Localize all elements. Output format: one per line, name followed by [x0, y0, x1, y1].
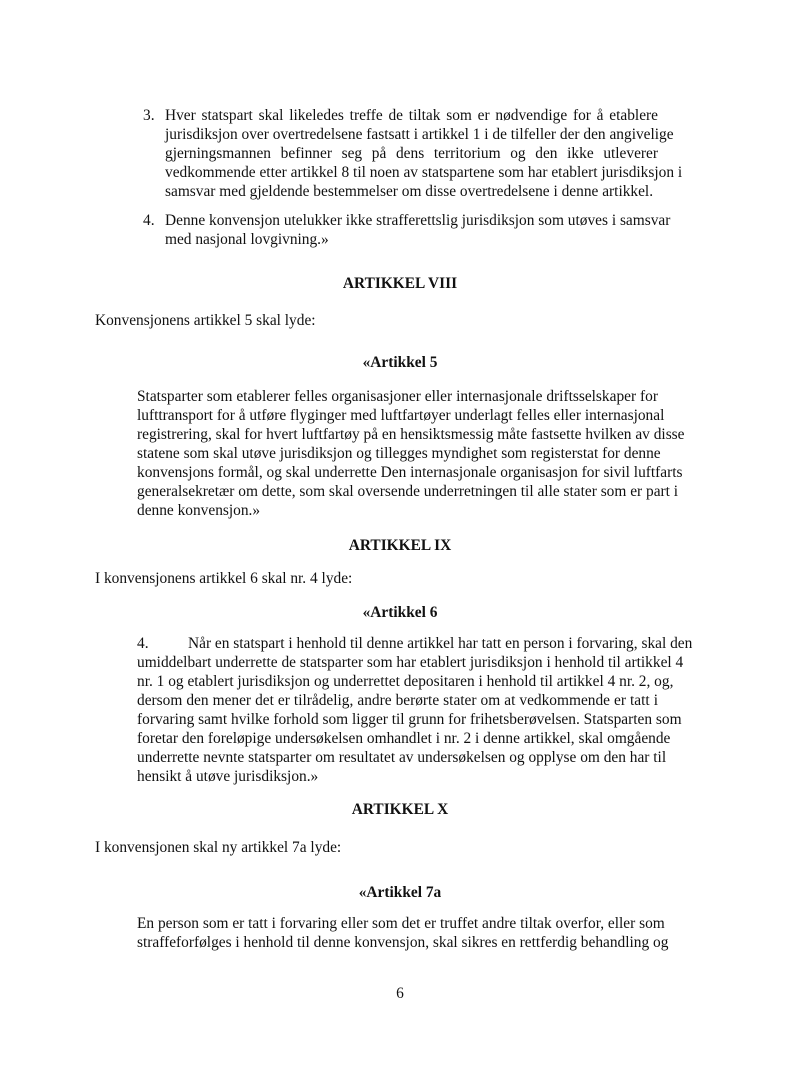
- text-line-content: Denne konvensjon utelukker ikke strafferettslig jurisdiksjon som utøves i samsvar: [165, 212, 671, 229]
- text-line-content: Hver statspart skal likeledes treffe de tiltak som er nødvendige for å etablere: [165, 107, 658, 124]
- text-line: En person som er tatt i forvaring eller som det er truffet andre tiltak overfor, eller som: [137, 915, 665, 932]
- text-line: [143, 211, 671, 230]
- page-number: 6: [396, 985, 404, 1002]
- quote-heading-artikkel-6: «Artikkel 6: [362, 604, 438, 621]
- list-number: 4.: [143, 212, 155, 229]
- text-line: med nasjonal lovgivning.»: [165, 231, 329, 248]
- section-heading-artikkel-x: ARTIKKEL X: [351, 801, 449, 818]
- article-7a-text: [137, 914, 669, 952]
- section-heading-artikkel-ix: ARTIKKEL IX: [348, 537, 452, 554]
- text-line: umiddelbart underrette de statsparter som har etablert jurisdiksjon i henhold til artikkel 4: [137, 654, 684, 671]
- text-line: jurisdiksjon over overtredelsene fastsatt i artikkel 1 i de tilfeller der den angivelige: [165, 126, 674, 143]
- text-line: Statsparter som etablerer felles organisasjoner eller internasjonale driftsselskaper for: [137, 388, 658, 405]
- article-6-text: [137, 634, 693, 786]
- section-heading-artikkel-viii: ARTIKKEL VIII: [342, 275, 458, 292]
- text-line: nr. 1 og etablert jurisdiksjon og underrettet depositaren i henhold til artikkel 4 nr. 2, og,: [137, 673, 674, 690]
- paragraph-number: 4.: [137, 635, 149, 652]
- text-line: denne konvensjon.»: [137, 502, 261, 519]
- list-item-3: [143, 106, 683, 201]
- text-line: [137, 634, 693, 653]
- text-line: straffeforfølges i henhold til denne konvensjon, skal sikres en rettferdig behandling og: [137, 934, 669, 951]
- quote-heading-artikkel-7a: «Artikkel 7a: [358, 884, 442, 901]
- text-line: forvaring samt hvilke forhold som ligger til grunn for frihetsberøvelsen. Statsparten som: [137, 711, 682, 728]
- intro-article-6: I konvensjonens artikkel 6 skal nr. 4 lyde:: [95, 570, 353, 587]
- text-line: gjerningsmannen befinner seg på dens territorium og den ikke utleverer: [165, 145, 658, 162]
- quote-heading-artikkel-5: «Artikkel 5: [362, 354, 438, 371]
- text-line-content: Når en statspart i henhold til denne artikkel har tatt en person i forvaring, skal den: [188, 635, 693, 652]
- text-line: [143, 106, 658, 125]
- text-line: underrette nevnte statsparter om resultatet av undersøkelsen og opplyse om den har til: [137, 749, 667, 766]
- text-line: vedkommende etter artikkel 8 til noen av statspartene som har etablert jurisdiksjon i: [165, 164, 683, 181]
- text-line: lufttransport for å utføre flyginger med luftfartøyer underlagt felles eller internasjonal: [137, 407, 665, 424]
- text-line: hensikt å utøve jurisdiksjon.»: [137, 768, 319, 785]
- intro-article-5: Konvensjonens artikkel 5 skal lyde:: [95, 312, 316, 329]
- article-5-text: [137, 387, 685, 520]
- text-line: dersom den mener det er tilrådelig, andre berørte stater om at vedkommende er tatt i: [137, 692, 658, 709]
- text-line: generalsekretær om dette, som skal oversende underretningen til alle stater som er part i: [137, 483, 679, 500]
- list-number: 3.: [143, 107, 155, 124]
- text-line: registrering, skal for hvert luftfartøy på en hensiktsmessig måte fastsette hvilken av disse: [137, 426, 685, 443]
- intro-article-7a: I konvensjonen skal ny artikkel 7a lyde:: [95, 839, 342, 856]
- text-line: samsvar med gjeldende bestemmelser om disse overtredelsene i denne artikkel.: [165, 183, 654, 200]
- text-line: konvensjons formål, og skal underrette Den internasjonale organisasjon for sivil luftfarts: [137, 464, 683, 481]
- text-line: foretar den foreløpige undersøkelsen omhandlet i nr. 2 i denne artikkel, skal omgående: [137, 730, 671, 747]
- text-line: statene som skal utøve jurisdiksjon og tillegges myndighet som registerstat for denne: [137, 445, 661, 462]
- list-item-4: [143, 211, 671, 249]
